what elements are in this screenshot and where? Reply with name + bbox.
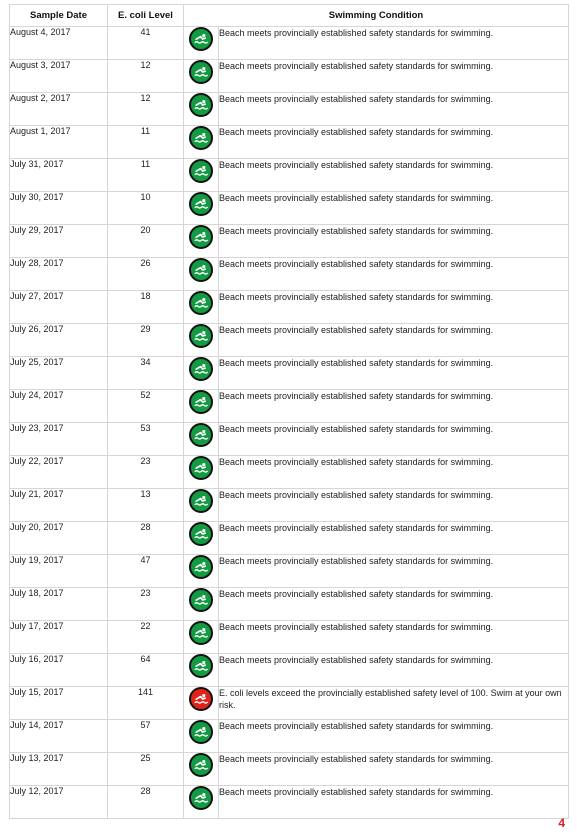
page-number: 4: [558, 816, 565, 830]
sample-date-cell: July 28, 2017: [10, 258, 108, 291]
swimmer-icon: [189, 357, 213, 381]
swimming-condition-cell: Beach meets provincially established safety standards for swimming.: [219, 258, 569, 291]
ecoli-level-cell: 12: [108, 93, 184, 126]
swimming-condition-cell: Beach meets provincially established safety standards for swimming.: [219, 522, 569, 555]
swimming-condition-cell: Beach meets provincially established safety standards for swimming.: [219, 60, 569, 93]
table-row: [10, 588, 569, 621]
sample-date-cell: July 13, 2017: [10, 753, 108, 786]
swimmer-icon: [189, 621, 213, 645]
ecoli-level-cell: 13: [108, 489, 184, 522]
swimmer-icon: [189, 489, 213, 513]
swimming-condition-cell: Beach meets provincially established safety standards for swimming.: [219, 225, 569, 258]
swimmer-icon: [189, 93, 213, 117]
swimming-condition-cell: Beach meets provincially established safety standards for swimming.: [219, 291, 569, 324]
table-body: [10, 27, 569, 819]
ecoli-level-cell: 64: [108, 654, 184, 687]
table-header-row: [10, 5, 569, 27]
sample-date-cell: July 21, 2017: [10, 489, 108, 522]
swimmer-icon: [189, 753, 213, 777]
ecoli-level-cell: 29: [108, 324, 184, 357]
swimming-condition-cell: Beach meets provincially established safety standards for swimming.: [219, 720, 569, 753]
ecoli-level-cell: 23: [108, 588, 184, 621]
ecoli-level-cell: 20: [108, 225, 184, 258]
swimmer-icon: [189, 555, 213, 579]
table-row: [10, 621, 569, 654]
sample-date-cell: July 20, 2017: [10, 522, 108, 555]
swimming-condition-cell: Beach meets provincially established safety standards for swimming.: [219, 159, 569, 192]
sample-date-cell: July 17, 2017: [10, 621, 108, 654]
swimming-condition-cell: Beach meets provincially established safety standards for swimming.: [219, 489, 569, 522]
ecoli-level-cell: 25: [108, 753, 184, 786]
sample-date-cell: July 18, 2017: [10, 588, 108, 621]
table-row: [10, 390, 569, 423]
status-icon-cell: [184, 60, 219, 93]
status-icon-cell: [184, 324, 219, 357]
sample-date-cell: July 12, 2017: [10, 786, 108, 819]
swimmer-icon: [189, 126, 213, 150]
swimming-condition-cell: Beach meets provincially established safety standards for swimming.: [219, 456, 569, 489]
table-row: [10, 786, 569, 819]
sample-date-cell: July 27, 2017: [10, 291, 108, 324]
status-icon-cell: [184, 390, 219, 423]
swimming-condition-cell: Beach meets provincially established safety standards for swimming.: [219, 753, 569, 786]
swimming-condition-cell: Beach meets provincially established safety standards for swimming.: [219, 192, 569, 225]
table-row: [10, 291, 569, 324]
sample-date-cell: July 29, 2017: [10, 225, 108, 258]
ecoli-level-cell: 53: [108, 423, 184, 456]
sample-date-cell: July 22, 2017: [10, 456, 108, 489]
table-row: [10, 357, 569, 390]
ecoli-level-cell: 12: [108, 60, 184, 93]
swimming-condition-cell: Beach meets provincially established safety standards for swimming.: [219, 126, 569, 159]
table-row: [10, 555, 569, 588]
swimming-condition-cell: E. coli levels exceed the provincially established safety level of 100. Swim at your own risk.: [219, 687, 569, 720]
swimmer-icon: [189, 60, 213, 84]
table-row: [10, 192, 569, 225]
status-icon-cell: [184, 225, 219, 258]
status-icon-cell: [184, 555, 219, 588]
table-row: [10, 720, 569, 753]
ecoli-level-cell: 47: [108, 555, 184, 588]
swimmer-icon: [189, 27, 213, 51]
status-icon-cell: [184, 753, 219, 786]
swimming-condition-cell: Beach meets provincially established safety standards for swimming.: [219, 588, 569, 621]
table-row: [10, 159, 569, 192]
status-icon-cell: [184, 786, 219, 819]
status-icon-cell: [184, 159, 219, 192]
ecoli-level-cell: 18: [108, 291, 184, 324]
table-row: [10, 60, 569, 93]
table-row: [10, 522, 569, 555]
table-row: [10, 423, 569, 456]
sample-date-cell: August 4, 2017: [10, 27, 108, 60]
swimming-condition-cell: Beach meets provincially established safety standards for swimming.: [219, 555, 569, 588]
sample-date-cell: July 26, 2017: [10, 324, 108, 357]
sample-date-cell: July 16, 2017: [10, 654, 108, 687]
ecoli-level-cell: 11: [108, 126, 184, 159]
ecoli-level-cell: 141: [108, 687, 184, 720]
status-icon-cell: [184, 291, 219, 324]
header-swimming-condition: Swimming Condition: [184, 5, 569, 27]
swimming-condition-cell: Beach meets provincially established safety standards for swimming.: [219, 27, 569, 60]
swimmer-icon: [189, 786, 213, 810]
sample-date-cell: August 3, 2017: [10, 60, 108, 93]
swimmer-icon: [189, 225, 213, 249]
swimmer-icon: [189, 588, 213, 612]
ecoli-level-cell: 57: [108, 720, 184, 753]
status-icon-cell: [184, 522, 219, 555]
swimming-condition-cell: Beach meets provincially established safety standards for swimming.: [219, 324, 569, 357]
ecoli-level-cell: 34: [108, 357, 184, 390]
swimmer-icon: [189, 720, 213, 744]
ecoli-level-cell: 22: [108, 621, 184, 654]
sample-date-cell: August 2, 2017: [10, 93, 108, 126]
status-icon-cell: [184, 192, 219, 225]
status-icon-cell: [184, 720, 219, 753]
status-icon-cell: [184, 126, 219, 159]
status-icon-cell: [184, 27, 219, 60]
table-row: [10, 753, 569, 786]
swimming-condition-cell: Beach meets provincially established safety standards for swimming.: [219, 390, 569, 423]
swimming-condition-cell: Beach meets provincially established safety standards for swimming.: [219, 654, 569, 687]
header-ecoli-level: E. coli Level: [108, 5, 184, 27]
status-icon-cell: [184, 687, 219, 720]
swimmer-icon: [189, 423, 213, 447]
table-row: [10, 27, 569, 60]
sample-date-cell: July 23, 2017: [10, 423, 108, 456]
swimming-condition-cell: Beach meets provincially established safety standards for swimming.: [219, 423, 569, 456]
water-quality-table: [9, 4, 569, 819]
table-row: [10, 258, 569, 291]
sample-date-cell: July 14, 2017: [10, 720, 108, 753]
sample-date-cell: July 30, 2017: [10, 192, 108, 225]
status-icon-cell: [184, 423, 219, 456]
status-icon-cell: [184, 654, 219, 687]
status-icon-cell: [184, 621, 219, 654]
swimming-condition-cell: Beach meets provincially established safety standards for swimming.: [219, 621, 569, 654]
table-row: [10, 687, 569, 720]
swimmer-icon: [189, 258, 213, 282]
swimmer-warning-icon: [189, 687, 213, 711]
status-icon-cell: [184, 258, 219, 291]
ecoli-level-cell: 28: [108, 786, 184, 819]
table-row: [10, 456, 569, 489]
sample-date-cell: July 19, 2017: [10, 555, 108, 588]
sample-date-cell: July 25, 2017: [10, 357, 108, 390]
status-icon-cell: [184, 357, 219, 390]
sample-date-cell: July 31, 2017: [10, 159, 108, 192]
ecoli-level-cell: 10: [108, 192, 184, 225]
swimmer-icon: [189, 654, 213, 678]
ecoli-level-cell: 26: [108, 258, 184, 291]
sample-date-cell: July 24, 2017: [10, 390, 108, 423]
swimmer-icon: [189, 291, 213, 315]
status-icon-cell: [184, 93, 219, 126]
swimmer-icon: [189, 324, 213, 348]
ecoli-level-cell: 52: [108, 390, 184, 423]
table-row: [10, 93, 569, 126]
swimming-condition-cell: Beach meets provincially established safety standards for swimming.: [219, 93, 569, 126]
swimming-condition-cell: Beach meets provincially established safety standards for swimming.: [219, 357, 569, 390]
sample-date-cell: July 15, 2017: [10, 687, 108, 720]
ecoli-level-cell: 28: [108, 522, 184, 555]
status-icon-cell: [184, 588, 219, 621]
status-icon-cell: [184, 456, 219, 489]
sample-date-cell: August 1, 2017: [10, 126, 108, 159]
table-row: [10, 489, 569, 522]
table-row: [10, 225, 569, 258]
ecoli-level-cell: 23: [108, 456, 184, 489]
swimmer-icon: [189, 456, 213, 480]
swimmer-icon: [189, 159, 213, 183]
table-row: [10, 126, 569, 159]
swimmer-icon: [189, 192, 213, 216]
swimmer-icon: [189, 522, 213, 546]
table-row: [10, 654, 569, 687]
swimmer-icon: [189, 390, 213, 414]
ecoli-level-cell: 11: [108, 159, 184, 192]
swimming-condition-cell: Beach meets provincially established safety standards for swimming.: [219, 786, 569, 819]
header-sample-date: Sample Date: [10, 5, 108, 27]
status-icon-cell: [184, 489, 219, 522]
ecoli-level-cell: 41: [108, 27, 184, 60]
table-row: [10, 324, 569, 357]
